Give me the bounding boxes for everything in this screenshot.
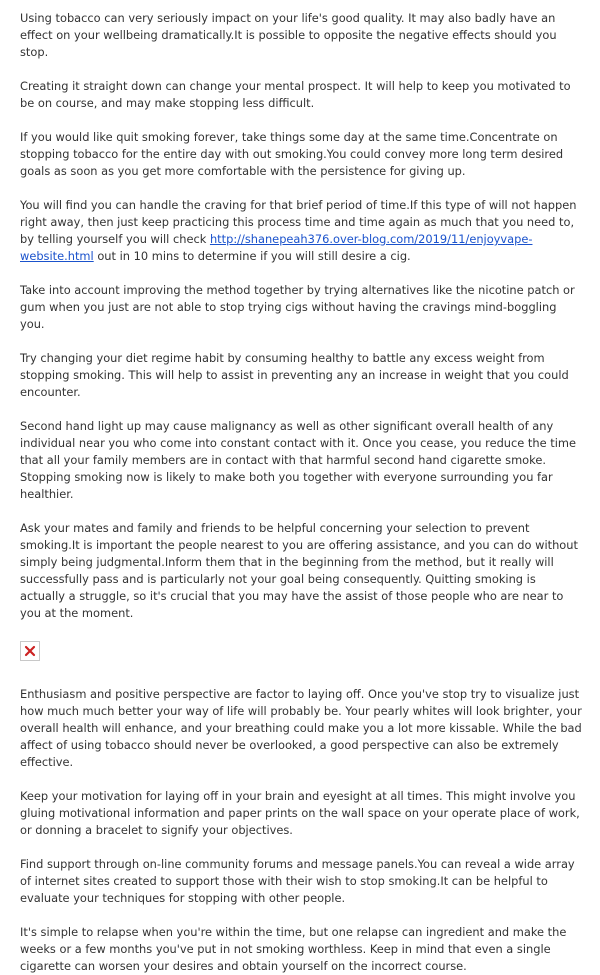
paragraph-5: Take into account improving the method together by trying alternatives like the nicotine patch or gum when you just are not able to stop trying cigs without having the cravings mind-boggling you.: [20, 283, 575, 331]
paragraph-8: Ask your mates and family and friends to be helpful concerning your selection to prevent smoking.It is important the people nearest to you are offering assistance, and you can do without simply being judgmental.Inform them that in the beginning from the method, but it really will successfully pass and is particularly not your goal being consequently. Quitting smoking is actually a struggle, so it's crucial that you may have the assist of those people who are near to you at the moment.: [20, 521, 578, 620]
paragraph-6: Try changing your diet regime habit by consuming healthy to battle any excess weight from stopping smoking. This will help to assist in preventing any an increase in weight that you could encounter.: [20, 351, 569, 399]
paragraph-4-text-before: You will find you can handle the craving for that brief period of time.If this type of will not happen right away, then just keep practicing this process time and time again as much that you need to, by telling yourself you will check: [20, 198, 577, 246]
blog-link[interactable]: http://shanepeah376.over-blog.com/2019/11/enjoyvape-website.html: [20, 232, 533, 263]
paragraph-12: It's simple to relapse when you're within the time, but one relapse can ingredient and make the weeks or a few months you've put in not smoking worthless. Keep in mind that even a single cigarette can worsen your desires and obtain yourself on the incorrect course.: [20, 925, 567, 973]
paragraph-10: Keep your motivation for laying off in your brain and eyesight at all times. This might involve you gluing motivational information and paper prints on the wall space on your operate place of work, or donning a bracelet to signify your objectives.: [20, 789, 580, 837]
paragraph-3: If you would like quit smoking forever, take things some day at the same time.Concentrate on stopping tobacco for the entire day with out smoking.You could convey more long term desired goals as soon as you get more comfortable with the persistence for giving up.: [20, 130, 564, 178]
paragraph-1: Using tobacco can very seriously impact on your life's good quality. It may also badly have an effect on your wellbeing dramatically.It is possible to opposite the negative effects should you stop.: [20, 11, 557, 59]
paragraph-7: Second hand light up may cause malignancy as well as other significant overall health of any individual near you who come into constant contact with it. Once you cease, you reduce the time that all your family members are in contact with that harmful second hand cigarette smoke. Stopping smoking now is likely to make both you together with everyone surrounding you far healthier.: [20, 419, 576, 501]
broken-image-icon: [20, 641, 40, 661]
broken-image-x-mark: [24, 645, 36, 657]
paragraph-9: Enthusiasm and positive perspective are factor to laying off. Once you've stop try to visualize just how much much better your way of life will probably be. Your pearly whites will look brighter, your overall health will enhance, and your breathing could make you a lot more kissable. While the bad affect of using tobacco should never be overlooked, a good perspective can also be extremely effective.: [20, 687, 582, 769]
paragraph-4-text-after: out in 10 mins to determine if you will still desire a cig.: [93, 249, 411, 263]
paragraph-4: [20, 197, 582, 265]
paragraph-11: Find support through on-line community forums and message panels.You can reveal a wide array of internet sites created to support those with their wish to stop smoking.It can be helpful to evaluate your techniques for stopping with other people.: [20, 857, 575, 905]
paragraph-2: Creating it straight down can change your mental prospect. It will help to keep you motivated to be on course, and may make stopping less difficult.: [20, 79, 571, 110]
